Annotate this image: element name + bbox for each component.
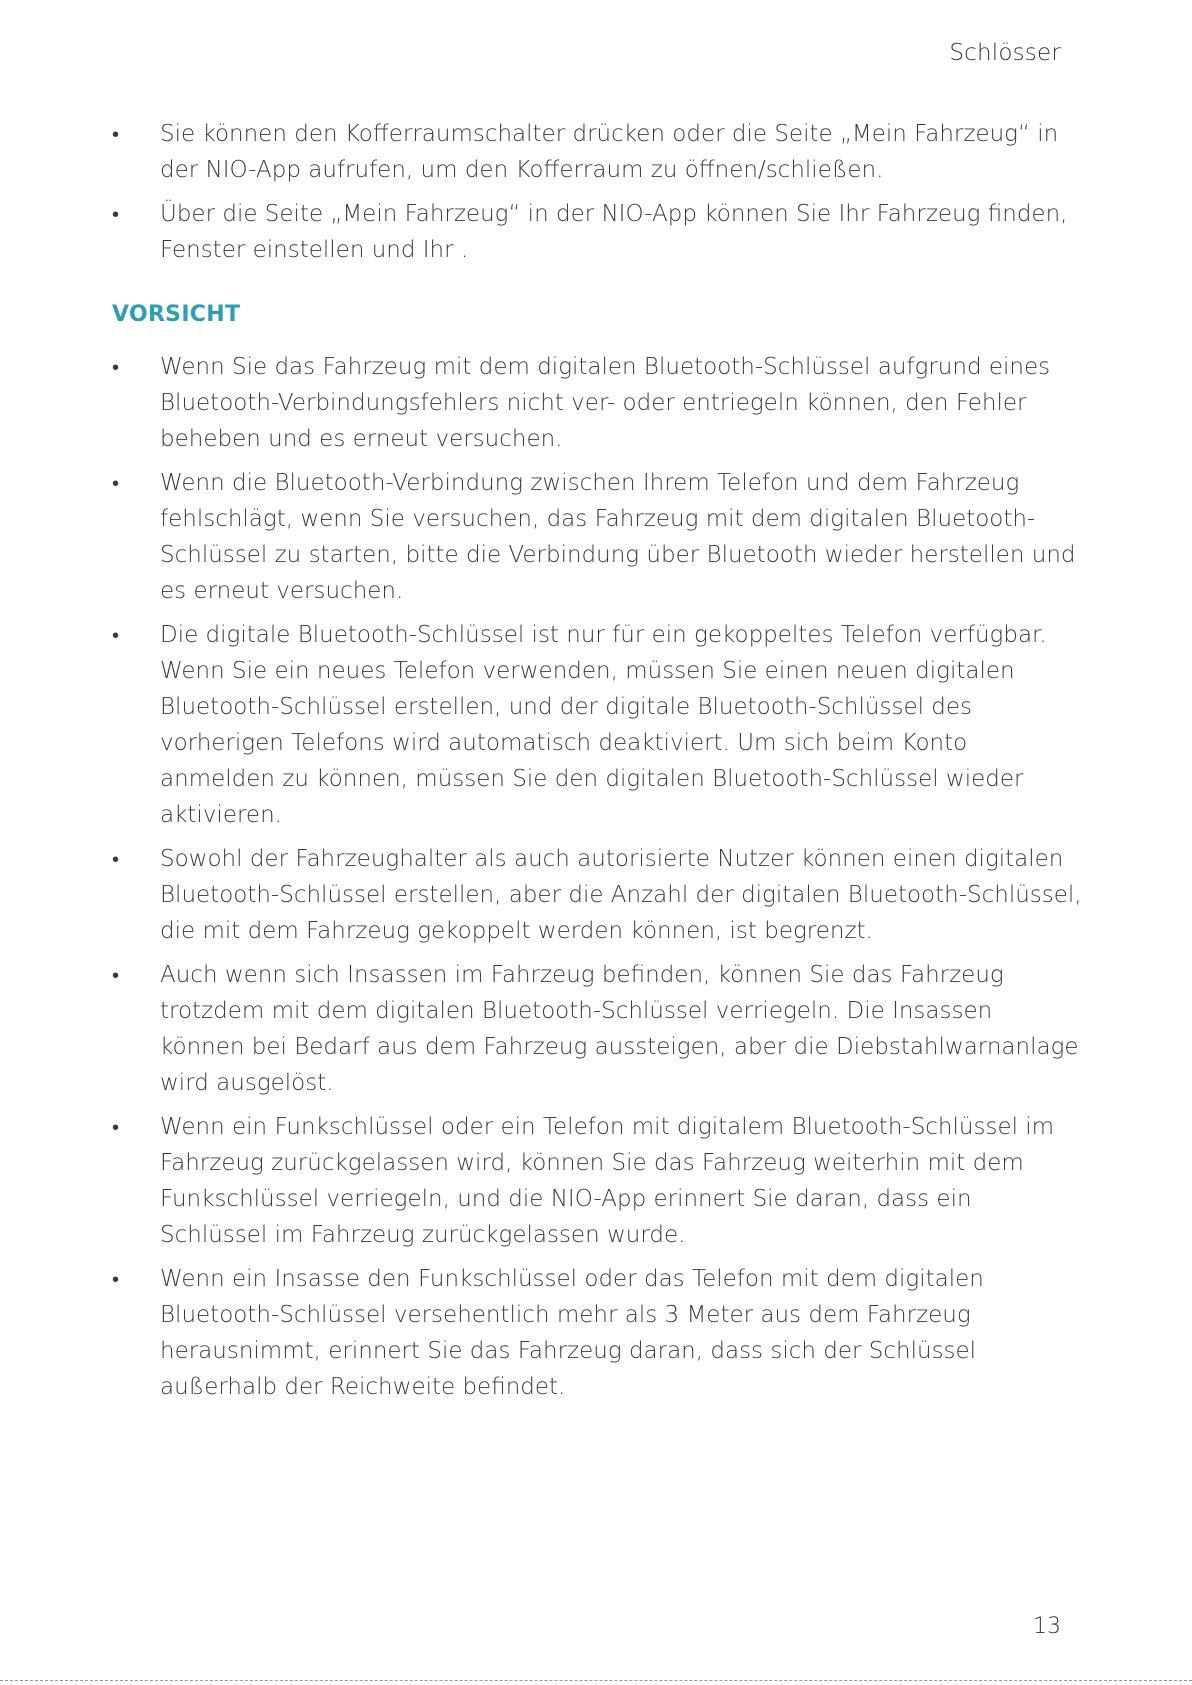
list-item <box>112 1261 1082 1405</box>
list-item <box>112 465 1082 609</box>
caution-heading: VORSICHT <box>112 302 241 327</box>
page-section-title: Schlösser <box>949 40 1061 66</box>
list-item <box>112 116 1082 188</box>
bullet-icon: • <box>112 1267 120 1291</box>
page-bottom-divider <box>0 1680 1192 1681</box>
list-item <box>112 196 1082 268</box>
page-number: 13 <box>1033 1614 1061 1639</box>
list-item-text: Auch wenn sich Insassen im Fahrzeug befinden, können Sie das Fahrzeug trotzdem mit dem digitalen Bluetooth-Schlüssel verriegeln. Die Insassen können bei Bedarf aus dem Fahrzeug aussteigen, aber die Diebstahlwarnanlage wird ausgelöst. <box>160 962 1079 1096</box>
bullet-icon: • <box>112 202 120 226</box>
list-item-text: Wenn Sie das Fahrzeug mit dem digitalen Bluetooth-Schlüssel aufgrund eines Bluetooth-Verbindungsfehlers nicht ver- oder entriegeln können, den Fehler beheben und es erneut versuchen. <box>160 354 1051 452</box>
list-item <box>112 841 1082 949</box>
list-item-text: Wenn die Bluetooth-Verbindung zwischen Ihrem Telefon und dem Fahrzeug fehlschlägt, wenn Sie versuchen, das Fahrzeug mit dem digitalen Bluetooth-Schlüssel zu starten, bitte die Verbindung über Bluetooth wieder herstellen und es erneut versuchen. <box>160 470 1076 604</box>
bullet-icon: • <box>112 847 120 871</box>
intro-bullet-list <box>112 116 1082 276</box>
list-item <box>112 349 1082 457</box>
list-item <box>112 1109 1082 1253</box>
list-item-text: Sowohl der Fahrzeughalter als auch autorisierte Nutzer können einen digitalen Bluetooth-Schlüssel erstellen, aber die Anzahl der digitalen Bluetooth-Schlüssel, die mit dem Fahrzeug gekoppelt werden können, ist begrenzt. <box>160 846 1082 944</box>
list-item-text: Über die Seite „Mein Fahrzeug“ in der NIO-App können Sie Ihr Fahrzeug finden, Fenster einstellen und Ihr . <box>160 201 1068 263</box>
bullet-icon: • <box>112 623 120 647</box>
bullet-icon: • <box>112 471 120 495</box>
list-item <box>112 957 1082 1101</box>
bullet-icon: • <box>112 963 120 987</box>
list-item-text: Sie können den Kofferraumschalter drücken oder die Seite „Mein Fahrzeug“ in der NIO-App aufrufen, um den Kofferraum zu öffnen/schließen. <box>160 121 1059 183</box>
list-item <box>112 617 1082 833</box>
bullet-icon: • <box>112 122 120 146</box>
caution-bullet-list <box>112 349 1082 1413</box>
bullet-icon: • <box>112 355 120 379</box>
list-item-text: Wenn ein Insasse den Funkschlüssel oder das Telefon mit dem digitalen Bluetooth-Schlüssel versehentlich mehr als 3 Meter aus dem Fahrzeug herausnimmt, erinnert Sie das Fahrzeug daran, dass sich der Schlüssel außerhalb der Reichweite befindet. <box>160 1266 984 1400</box>
list-item-text: Wenn ein Funkschlüssel oder ein Telefon mit digitalem Bluetooth-Schlüssel im Fahrzeug zurückgelassen wird, können Sie das Fahrzeug weiterhin mit dem Funkschlüssel verriegeln, und die NIO-App erinnert Sie daran, dass ein Schlüssel im Fahrzeug zurückgelassen wurde. <box>160 1114 1055 1248</box>
bullet-icon: • <box>112 1115 120 1139</box>
list-item-text: Die digitale Bluetooth-Schlüssel ist nur für ein gekoppeltes Telefon verfügbar. Wenn Sie ein neues Telefon verwenden, müssen Sie einen neuen digitalen Bluetooth-Schlüssel erstellen, und der digitale Bluetooth-Schlüssel des vorherigen Telefons wird automatisch deaktiviert. Um sich beim Konto anmelden zu können, müssen Sie den digitalen Bluetooth-Schlüssel wieder aktivieren. <box>160 622 1047 828</box>
